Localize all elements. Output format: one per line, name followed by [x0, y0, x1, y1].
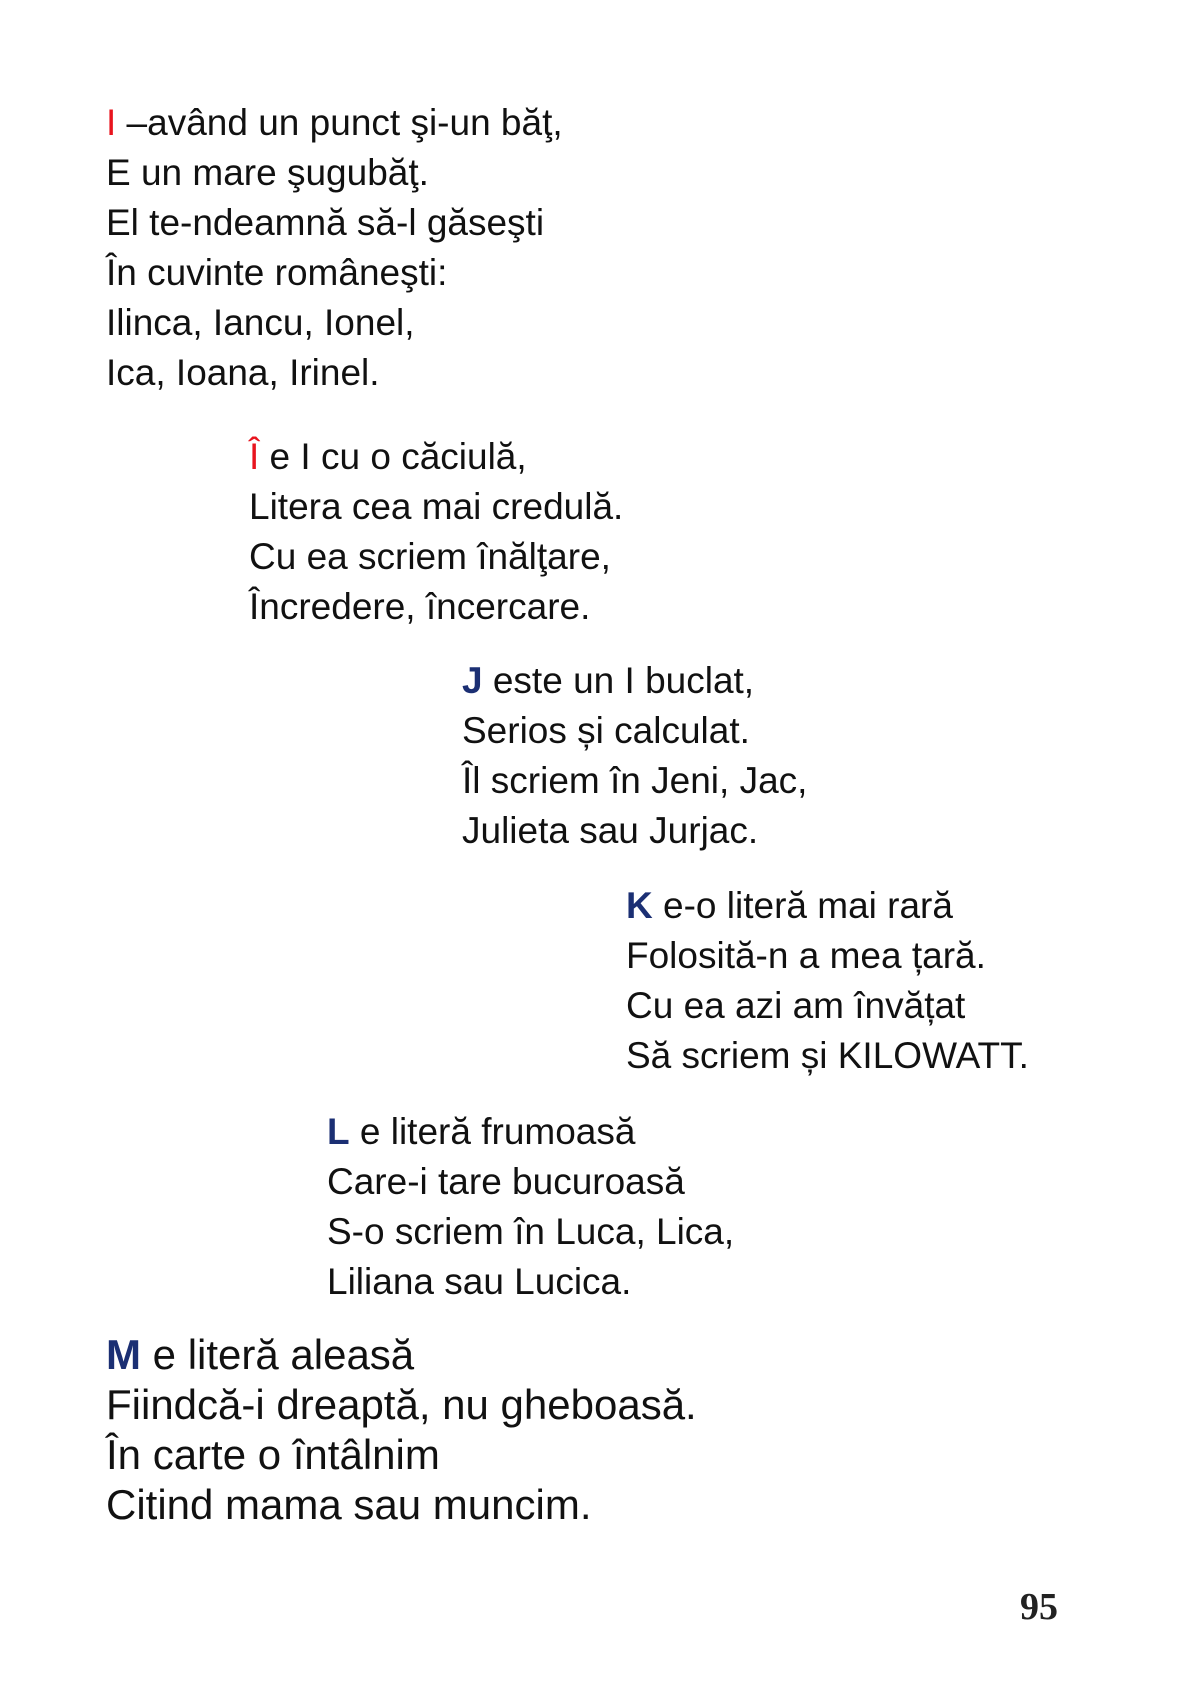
line-text: e literă aleasă: [141, 1331, 415, 1378]
stanza-line: Serios și calculat.: [462, 710, 750, 751]
stanza-line: Fiindcă-i dreaptă, nu gheboasă.: [106, 1381, 697, 1428]
stanza-line: Cu ea azi am învățat: [626, 985, 966, 1026]
stanza-first-line: [462, 656, 807, 706]
stanza-line: Încredere, încercare.: [249, 586, 591, 627]
stanza-letter-i: [106, 98, 563, 398]
highlighted-letter: Î: [249, 436, 260, 477]
stanza-line: Ilinca, Iancu, Ionel,: [106, 302, 415, 343]
highlighted-letter: K: [626, 885, 653, 926]
stanza-line: E un mare şugubăţ.: [106, 152, 429, 193]
line-text: e-o literă mai rară: [652, 885, 953, 926]
line-text: e literă frumoasă: [349, 1111, 636, 1152]
stanza-line: Care-i tare bucuroasă: [327, 1161, 685, 1202]
highlighted-letter: J: [462, 660, 483, 701]
line-text: –având un punct şi-un băţ,: [116, 102, 563, 143]
stanza-first-line: [626, 881, 1029, 931]
stanza-line: Cu ea scriem înălţare,: [249, 536, 611, 577]
stanza-letter-l: [327, 1107, 734, 1307]
stanza-line: Să scriem și KILOWATT.: [626, 1035, 1029, 1076]
stanza-first-line: [106, 1330, 697, 1380]
stanza-letter-j: [462, 656, 807, 856]
highlighted-letter: I: [106, 102, 117, 143]
stanza-first-line: [327, 1107, 734, 1157]
stanza-line: În carte o întâlnim: [106, 1431, 440, 1478]
stanza-line: Julieta sau Jurjac.: [462, 810, 759, 851]
stanza-first-line: [106, 98, 563, 148]
line-text: e I cu o căciulă,: [259, 436, 527, 477]
stanza-line: În cuvinte româneşti:: [106, 252, 448, 293]
stanza-line: S-o scriem în Luca, Lica,: [327, 1211, 735, 1252]
stanza-line: Citind mama sau muncim.: [106, 1481, 592, 1528]
highlighted-letter: M: [106, 1331, 141, 1378]
stanza-letter-m: [106, 1330, 697, 1530]
stanza-line: Ica, Ioana, Irinel.: [106, 352, 380, 393]
stanza-letter-i-circumflex: [249, 432, 623, 632]
stanza-line: El te-ndeamnă să-l găseşti: [106, 202, 545, 243]
page-number: 95: [1020, 1586, 1058, 1628]
stanza-first-line: [249, 432, 623, 482]
line-text: este un I buclat,: [482, 660, 755, 701]
stanza-line: Litera cea mai credulă.: [249, 486, 624, 527]
stanza-line: Îl scriem în Jeni, Jac,: [462, 760, 808, 801]
stanza-line: Folosită-n a mea țară.: [626, 935, 986, 976]
stanza-line: Liliana sau Lucica.: [327, 1261, 632, 1302]
stanza-letter-k: [626, 881, 1029, 1081]
highlighted-letter: L: [327, 1111, 350, 1152]
